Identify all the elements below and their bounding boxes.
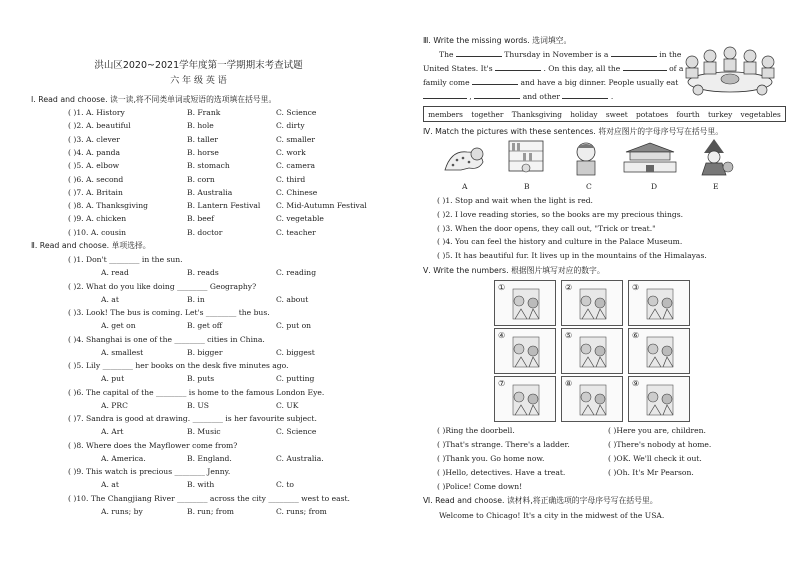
picture-letter: D (651, 182, 658, 191)
word-bank-item: together (471, 109, 504, 119)
fill-text: . (610, 92, 614, 101)
fill-text: and have a big dinner. People usually eat (520, 78, 679, 87)
choice-b: B. Lantern Festival (187, 201, 261, 211)
choice-b: B. Frank (187, 108, 221, 117)
choice-b: B. hole (187, 121, 214, 131)
exam-title: 洪山区2020~2021学年度第一学期期末考查试题 (94, 60, 303, 71)
word-bank-item: members (428, 109, 463, 119)
option-a: A. America. (101, 453, 146, 463)
option-a: A. read (101, 268, 129, 277)
question-text: ( )1. Don't ________ in the sun. (68, 255, 183, 264)
question-text: ( )9. This watch is precious ________ Jenny. (68, 467, 231, 476)
answer-blank[interactable] (623, 63, 667, 71)
option-a: A. get on (101, 321, 136, 330)
question-text: ( )8. Where does the Mayflower come from? (68, 440, 238, 450)
word-bank-item: vegetables (740, 109, 781, 119)
picture-c-boy (566, 140, 606, 178)
answer-blank[interactable] (611, 49, 657, 57)
choice-a-line: ( )9. A. chicken (68, 214, 127, 224)
question-text: ( )2. What do you like doing ________ Geography? (68, 281, 257, 291)
option-b: B. US (187, 400, 210, 410)
option-a: A. put (101, 374, 125, 383)
section5-heading: Ⅴ. Write the numbers. 根据图片填写对应的数字。 (423, 266, 605, 275)
picture-letter: B (524, 182, 530, 191)
answer-blank[interactable] (472, 77, 518, 85)
choice-a-line: ( )4. A. panda (68, 147, 120, 157)
option-a: A. Art (101, 427, 124, 436)
choice-c: C. Mid-Autumn Festival (276, 201, 367, 211)
picture-number: ⑤ (565, 331, 573, 340)
choice-a-line: ( )1. A. History (68, 108, 125, 117)
story-sentence: ( )Here you are, children. (608, 426, 706, 435)
story-picture (628, 328, 690, 374)
picture-d-palace-museum (622, 140, 678, 176)
story-sentence: ( )OK. We'll check it out. (608, 454, 702, 463)
choice-a-line: ( )2. A. beautiful (68, 121, 131, 131)
option-b: B. Music (187, 427, 221, 436)
choice-a-line: ( )7. A. Britain (68, 187, 123, 197)
fill-text: family come (423, 78, 470, 87)
picture-number: ⑧ (565, 379, 573, 388)
word-bank-item: sweet (605, 109, 628, 119)
choice-b: B. corn (187, 174, 215, 184)
thanksgiving-dinner-illustration (676, 42, 784, 102)
word-bank-item: fourth (676, 109, 700, 119)
story-picture (628, 376, 690, 422)
option-b: B. in (187, 294, 205, 304)
choice-c: C. smaller (276, 134, 315, 144)
picture-e-halloween-costume (692, 137, 736, 177)
answer-blank[interactable] (495, 63, 541, 71)
choice-b: B. stomach (187, 161, 230, 171)
choice-c: C. Chinese (276, 187, 318, 197)
option-c: C. biggest (276, 347, 315, 357)
question-text: ( )10. The Changjiang River ________ across the city ________ west to east. (68, 493, 350, 503)
choice-c: C. work (276, 147, 306, 157)
picture-number: ⑦ (498, 379, 506, 388)
story-picture (494, 328, 556, 374)
story-picture (561, 280, 623, 326)
picture-number: ⑨ (632, 379, 640, 388)
fill-line-4 (423, 91, 613, 101)
option-a: A. at (101, 294, 119, 304)
section2-heading: Ⅱ. Read and choose. 单项选择。 (31, 241, 151, 250)
option-c: C. UK (276, 400, 299, 410)
picture-letter: E (713, 182, 719, 191)
section3-heading: Ⅲ. Write the missing words. 选词填空。 (423, 36, 572, 45)
picture-a-snow-leopard (441, 140, 487, 176)
word-bank-item: holiday (570, 109, 598, 119)
choice-c: C. teacher (276, 227, 316, 237)
word-bank-item: Thanksgiving (511, 109, 562, 119)
option-a: A. at (101, 480, 119, 489)
choice-c: C. third (276, 174, 306, 184)
word-bank-item: potatoes (635, 109, 669, 119)
choice-a-line: ( )10. A. cousin (68, 227, 127, 237)
fill-text: of a (669, 64, 684, 73)
question-text: ( )5. Lily ________ her books on the desk five minutes ago. (68, 361, 289, 370)
fill-line-1 (439, 49, 681, 59)
option-c: C. to (276, 480, 294, 489)
picture-letter: A (462, 182, 468, 191)
option-b: B. puts (187, 374, 215, 383)
answer-blank[interactable] (423, 91, 467, 99)
option-c: C. Australia. (276, 453, 324, 463)
option-a: A. PRC (101, 400, 128, 410)
fill-text: and other (522, 92, 561, 101)
choice-c: C. dirty (276, 121, 305, 131)
option-a: A. smallest (101, 347, 144, 357)
answer-blank[interactable] (474, 91, 520, 99)
story-sentence: ( )Oh. It's Mr Pearson. (608, 468, 694, 477)
story-picture (561, 376, 623, 422)
answer-blank[interactable] (562, 91, 608, 99)
question-text: ( )3. Look! The bus is coming. Let's ________ the bus. (68, 308, 270, 317)
option-b: B. bigger (187, 347, 223, 357)
answer-blank[interactable] (456, 49, 502, 57)
picture-number: ④ (498, 331, 506, 340)
choice-b: B. doctor (187, 227, 223, 237)
fill-line-2 (423, 63, 683, 73)
fill-text: , (469, 92, 472, 101)
story-sentence: ( )That's strange. There's a ladder. (437, 440, 570, 449)
option-a: A. runs; by (101, 506, 143, 516)
story-sentence: ( )Thank you. Go home now. (437, 454, 545, 463)
section6-heading: Ⅵ. Read and choose. 读材料,将正确选项的字母序号写在括号里。 (423, 496, 658, 505)
option-b: B. get off (187, 321, 223, 330)
picture-b-bookshelf (503, 137, 549, 177)
choice-a-line: ( )5. A. elbow (68, 161, 120, 171)
match-sentence: ( )3. When the door opens, they call out, "Trick or treat." (437, 223, 656, 233)
fill-line-3 (423, 77, 678, 87)
question-text: ( )4. Shanghai is one of the ________ cities in China. (68, 334, 265, 344)
picture-number: ② (565, 283, 573, 292)
fill-text: United States. It's (423, 64, 493, 73)
option-c: C. putting (276, 374, 315, 383)
choice-a-line: ( )8. A. Thanksgiving (68, 201, 148, 211)
picture-letter: C (586, 182, 592, 191)
fill-text: The (439, 50, 454, 59)
question-text: ( )6. The capital of the ________ is home to the famous London Eye. (68, 387, 325, 397)
choice-b: B. taller (187, 134, 218, 144)
story-picture (494, 280, 556, 326)
choice-c: C. Science (276, 108, 317, 117)
choice-c: C. camera (276, 161, 315, 171)
story-picture (494, 376, 556, 422)
option-c: C. put on (276, 321, 312, 330)
picture-number: ① (498, 283, 506, 292)
story-picture (628, 280, 690, 326)
word-bank-item: turkey (707, 109, 733, 119)
choice-b: B. beef (187, 214, 215, 224)
option-b: B. reads (187, 268, 219, 277)
exam-subtitle: 六 年 级 英 语 (170, 76, 227, 86)
section4-heading: Ⅳ. Match the pictures with these sentences. 将对应图片的字母序号写在括号里。 (423, 127, 724, 136)
picture-number: ③ (632, 283, 640, 292)
choice-c: C. vegetable (276, 214, 324, 224)
option-c: C. reading (276, 268, 317, 277)
option-b: B. run; from (187, 506, 235, 516)
choice-b: B. horse (187, 147, 219, 157)
story-sentence: ( )Hello, detectives. Have a treat. (437, 468, 566, 477)
option-c: C. about (276, 294, 309, 304)
option-c: C. Science (276, 427, 317, 436)
choice-a-line: ( )6. A. second (68, 174, 124, 184)
story-sentence: ( )There's nobody at home. (608, 440, 712, 449)
option-c: C. runs; from (276, 506, 327, 516)
option-b: B. England. (187, 453, 232, 463)
story-sentence: ( )Ring the doorbell. (437, 426, 515, 435)
section1-heading: Ⅰ. Read and choose. 读一读,将不同类单词或短语的选项填在括号里。 (31, 95, 277, 104)
option-b: B. with (187, 480, 215, 489)
story-sentence: ( )Police! Come down! (437, 482, 523, 491)
story-picture (561, 328, 623, 374)
fill-text: . On this day, all the (543, 64, 621, 73)
match-sentence: ( )5. It has beautiful fur. It lives up in the mountains of the Himalayas. (437, 251, 707, 261)
choice-a-line: ( )3. A. clever (68, 134, 120, 144)
word-bank (423, 106, 786, 122)
fill-text: in the (659, 50, 682, 59)
match-sentence: ( )4. You can feel the history and culture in the Palace Museum. (437, 237, 683, 247)
fill-text: Thursday in November is a (504, 50, 609, 59)
picture-number: ⑥ (632, 331, 640, 340)
reading-passage: Welcome to Chicago! It's a city in the midwest of the USA. (439, 511, 665, 520)
choice-b: B. Australia (187, 187, 233, 197)
match-sentence: ( )2. I love reading stories, so the books are my precious things. (437, 209, 684, 219)
match-sentence: ( )1. Stop and wait when the light is red. (437, 196, 593, 205)
question-text: ( )7. Sandra is good at drawing. ________ is her favourite subject. (68, 414, 317, 423)
